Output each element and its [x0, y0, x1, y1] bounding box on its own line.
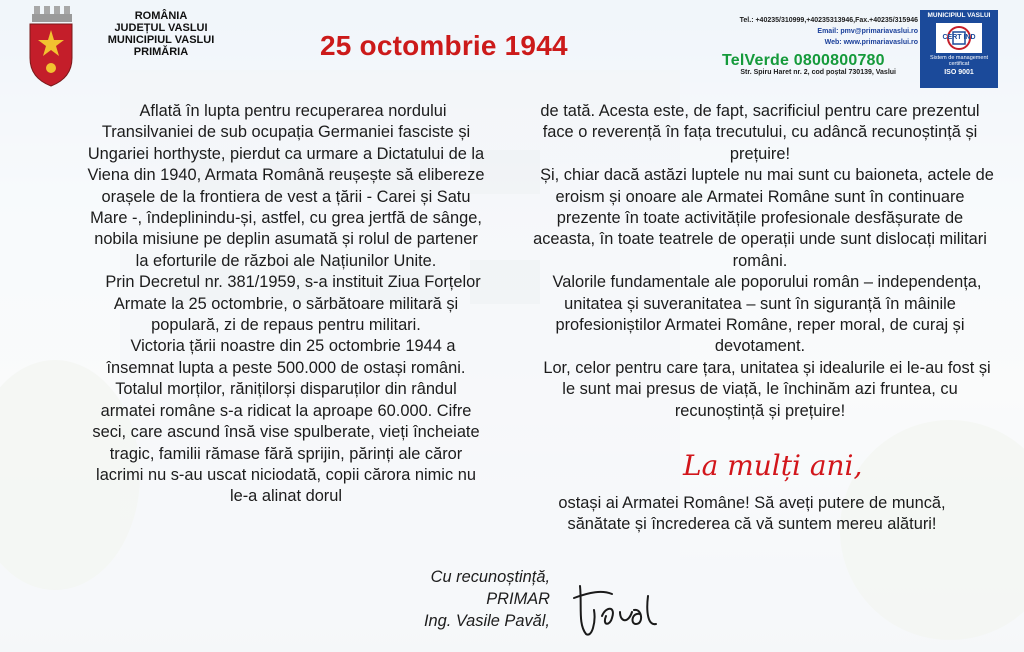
contact-phone: Tel.: +40235/310999,+40235313946,Fax.+40235/315946	[739, 17, 918, 24]
paragraph: Valorile fundamentale ale poporului român – independența, unitatea și suveranitatea – sunt în siguranță în mâinile profesioniștilor Armatei Române, reper moral, de curaj și devotament.	[552, 273, 982, 356]
contact-email[interactable]: Email: pmv@primariavaslui.ro	[817, 28, 918, 35]
institution-line: ROMÂNIA	[134, 10, 188, 22]
city-crest-icon	[26, 6, 76, 88]
cert-iso: ISO 9001	[944, 69, 974, 76]
handwritten-signature	[572, 576, 702, 640]
paragraph: Și, chiar dacă astăzi luptele nu mai sunt cu baionetа, actele de eroism și onoare ale Armatei Române sunt în continuare prezente în toate activitățile profesionale desfășurate de aceasta, în toate teatrele de operații unde sunt dislocați militari români.	[533, 166, 994, 270]
page-title: 25 octombrie 1944	[320, 30, 568, 61]
telverde-number: TelVerde 0800800780	[722, 52, 885, 69]
cert-logo-box	[936, 23, 982, 53]
cert-title: MUNICIPIUL VASLUI	[927, 12, 991, 19]
paragraph: Prin Decretul nr. 381/1959, s-a instituit Ziua Forțelor Armate la 25 octombrie, o sărbătoare militară și populară, zi de repaus pentru militari.	[105, 273, 481, 335]
text-column-left	[86, 101, 486, 508]
cert-logo-label: CERT IND	[942, 34, 976, 41]
paragraph: de tată. Acesta este, de fapt, sacrificiul pentru care prezentul face o reverență în fața trecutului, cu adâncă recunoștință și prețuire!	[540, 102, 980, 163]
greeting-heading: La mulți ani,	[683, 449, 863, 482]
contact-address: Str. Spiru Haret nr. 2, cod poștal 730139, Vaslui	[740, 69, 896, 76]
contact-block	[690, 15, 918, 48]
signature-line: Cu recunoștință,	[430, 568, 550, 586]
closing-text: ostași ai Armatei Române! Să aveți putere de muncă, sănătate și încrederea că vă suntem mereu alături!	[558, 494, 946, 534]
institution-line: JUDEȚUL VASLUI	[114, 22, 208, 34]
paragraph: Victoria țării noastre din 25 octombrie 1944 a însemnat lupta a peste 500.000 de ostași români. Totalul morților, rănițilorși disparuților din rândul armatei române s-a ridicat la aproape 60.000. Cifre seci, care ascund însă vise spulberate, vieți încheiate tragic, familii rămase fără sprijin, părinți ale căror lacrimi nu s-au uscat niciodată, copii cărora nimic nu le-a alinat dorul	[92, 337, 480, 506]
iso-certificate-badge	[920, 10, 998, 88]
institution-header	[96, 10, 226, 58]
cert-subtitle: Sistem de management certificat	[929, 55, 989, 67]
institution-line: PRIMĂRIA	[133, 46, 189, 58]
signature-block	[370, 566, 550, 632]
paragraph: Aflată în lupta pentru recuperarea nordului Transilvaniei de sub ocupația Germaniei fasciste și Ungariei horthyste, pierdut ca urmare a Dictatului de la Viena din 1940, Armata Română reușește să elibereze orașele de la frontiera de vest a țării - Carei și Satu Mare -, îndeplinindu-și, astfel, cu grea jertfă de sânge, nobila misiune pe deplin asumată și rolul de partener la eforturile de război ale Națiunilor Unite.	[87, 102, 485, 270]
institution-line: MUNICIPIUL VASLUI	[107, 34, 215, 46]
signature-line: PRIMAR	[486, 590, 550, 608]
text-column-right	[526, 101, 994, 422]
paragraph: Lor, celor pentru care țara, unitatea și idealurile ei le-au fost și le sunt mai presus de viață, le închinăm azi fruntea, cu recunoștință și prețuire!	[543, 358, 991, 420]
contact-web[interactable]: Web: www.primariavaslui.ro	[824, 39, 918, 46]
signature-line: Ing. Vasile Pavăl,	[423, 612, 550, 630]
